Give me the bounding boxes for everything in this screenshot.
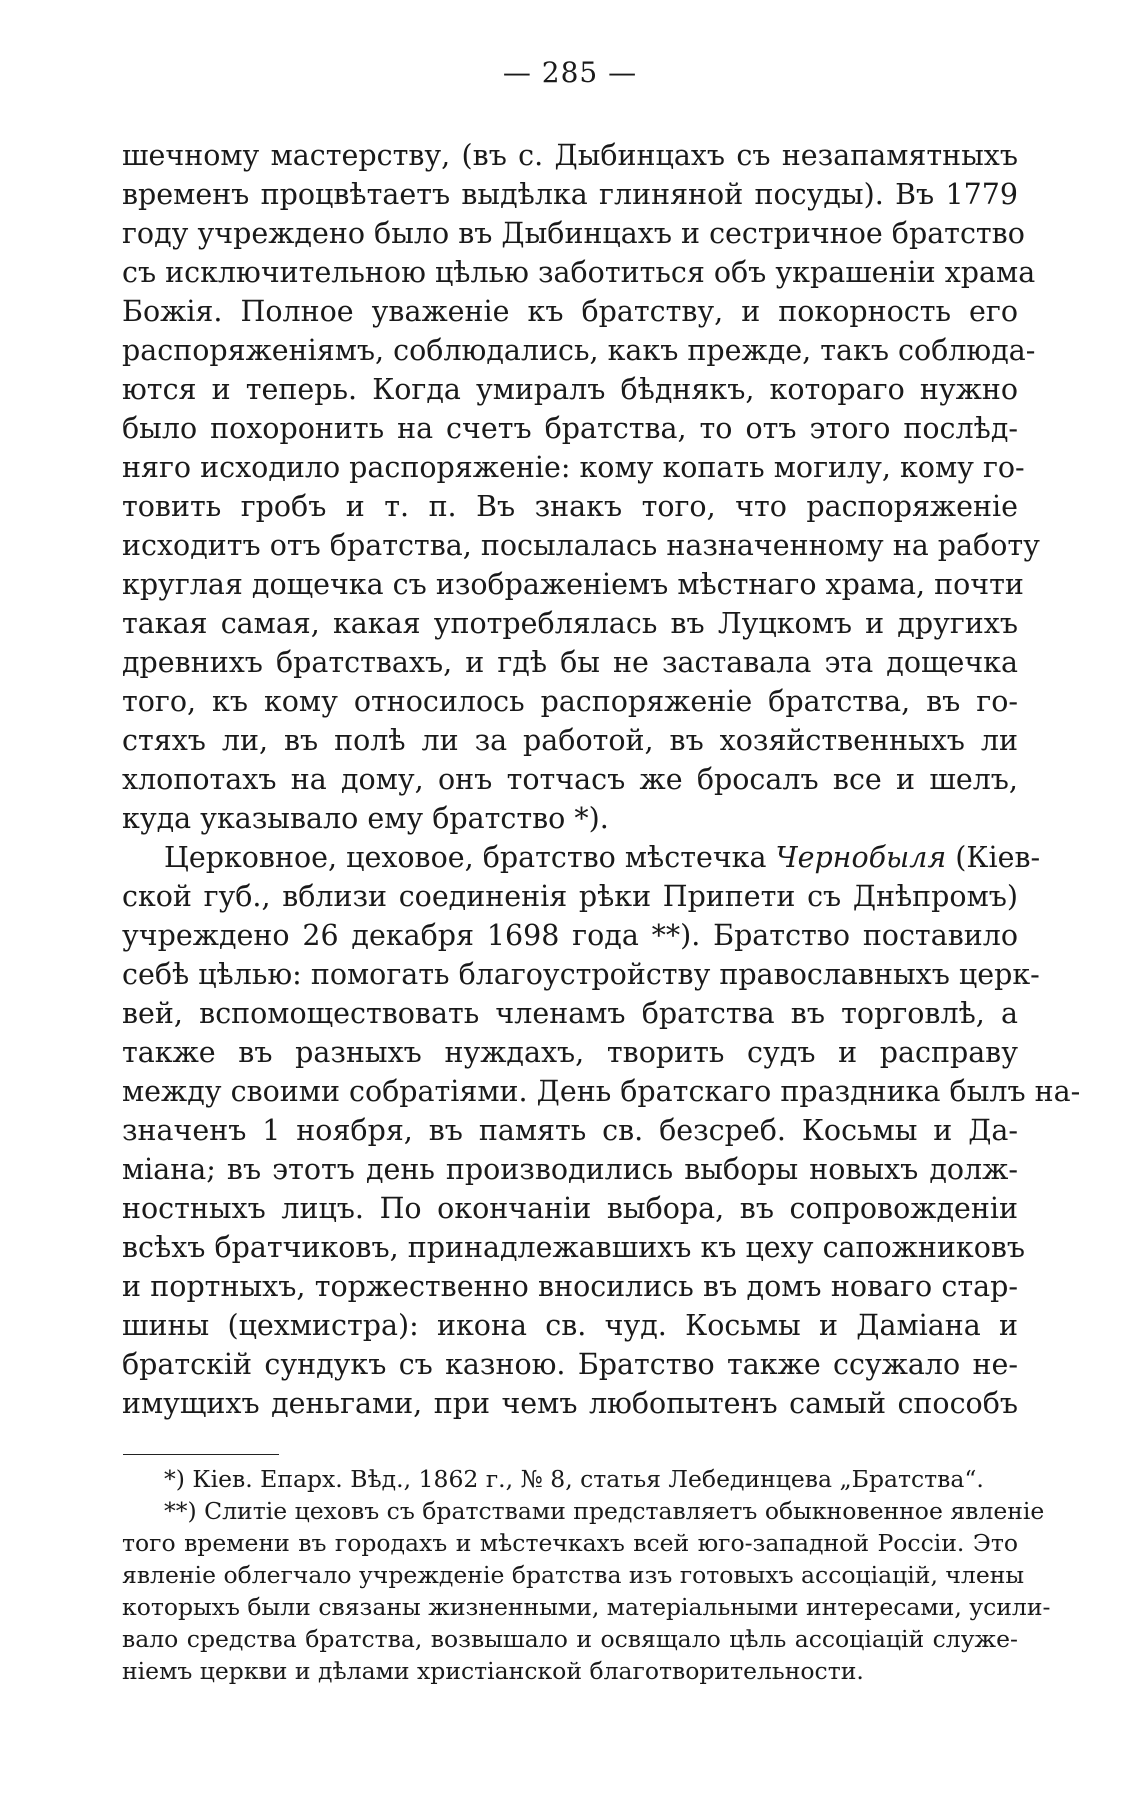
place-name-italic: Чернобыля xyxy=(775,841,947,874)
text-line: себѣ цѣлью: помогать благоустройству православныхъ церк- xyxy=(122,958,1040,991)
paragraph-first-line xyxy=(122,838,1041,877)
text-line: шины (цехмистра): икона св. чуд. Косьмы и Даміана и xyxy=(122,1309,1018,1342)
text-span: (Кіев- xyxy=(946,841,1041,874)
page-number: — 285 — xyxy=(502,56,638,89)
text-line: древнихъ братствахъ, и гдѣ бы не заставала эта дощечка xyxy=(122,646,1018,679)
text-line: между своими собратіями. День братскаго праздника былъ на- xyxy=(122,1075,1081,1108)
text-line: было похоронить на счетъ братства, то отъ этого послѣд- xyxy=(122,412,1018,445)
footnotes xyxy=(122,1463,1051,1687)
footnote-2-line: **) Слитіе цеховъ съ братствами представляетъ обыкновенное явленіе xyxy=(164,1497,1045,1525)
text-line: ской губ., вблизи соединенія рѣки Припети съ Днѣпромъ) xyxy=(122,880,1018,913)
text-line: распоряженіямъ, соблюдались, какъ прежде, такъ соблюда- xyxy=(122,334,1036,367)
text-line: и портныхъ, торжественно вносились въ домъ новаго стар- xyxy=(122,1270,1018,1303)
text-line: вей, вспомоществовать членамъ братства въ торговлѣ, а xyxy=(122,997,1018,1030)
text-line: исходитъ отъ братства, посылалась назначенному на работу xyxy=(122,529,1040,562)
main-text xyxy=(122,136,1081,1423)
text-line: учреждено 26 декабря 1698 года **). Братство поставило xyxy=(122,919,1018,952)
text-line: хлопотахъ на дому, онъ тотчасъ же бросалъ все и шелъ, xyxy=(122,763,1018,796)
footnote-divider xyxy=(123,1454,279,1455)
text-line: съ исключительною цѣлью заботиться объ украшеніи храма xyxy=(122,256,1036,289)
footnote-2-line: вало средства братства, возвышало и освящало цѣль ассоціацій служе- xyxy=(122,1625,1018,1653)
text-line: стяхъ ли, въ полѣ ли за работой, въ хозяйственныхъ ли xyxy=(122,724,1018,757)
text-line: того, къ кому относилось распоряженіе братства, въ го- xyxy=(122,685,1018,718)
footnote-2-line: которыхъ были связаны жизненными, матеріальными интересами, усили- xyxy=(122,1593,1051,1621)
text-line: ются и теперь. Когда умиралъ бѣднякъ, котораго нужно xyxy=(122,373,1018,406)
text-line: временъ процвѣтаетъ выдѣлка глиняной посуды). Въ 1779 xyxy=(122,178,1018,211)
footnote-2-line: того времени въ городахъ и мѣстечкахъ всей юго-западной Россіи. Это xyxy=(122,1529,1018,1557)
text-line: имущихъ деньгами, при чемъ любопытенъ самый способъ xyxy=(122,1387,1018,1420)
text-line: году учреждено было въ Дыбинцахъ и сестричное братство xyxy=(122,217,1025,250)
text-line: шечному мастерству, (въ с. Дыбинцахъ съ незапамятныхъ xyxy=(122,139,1018,172)
text-line: куда указывало ему братство *). xyxy=(122,802,609,835)
footnote-2-line: ніемъ церкви и дѣлами христіанской благотворительности. xyxy=(122,1657,864,1685)
footnote-2-line: явленіе облегчало учрежденіе братства изъ готовыхъ ассоціацій, члены xyxy=(122,1561,1025,1589)
text-line: всѣхъ братчиковъ, принадлежавшихъ къ цеху сапожниковъ xyxy=(122,1231,1026,1264)
text-line: товить гробъ и т. п. Въ знакъ того, что распоряженіе xyxy=(122,490,1018,523)
text-line: Божія. Полное уваженіе къ братству, и покорность его xyxy=(122,295,1018,328)
footnote-1: *) Кіев. Епарх. Вѣд., 1862 г., № 8, статья Лебединцева „Братства“. xyxy=(164,1465,984,1493)
text-line: братскій сундукъ съ казною. Братство также ссужало не- xyxy=(122,1348,1018,1381)
text-line: такая самая, какая употреблялась въ Луцкомъ и другихъ xyxy=(122,607,1018,640)
text-line: міана; въ этотъ день производились выборы новыхъ долж- xyxy=(122,1153,1018,1186)
text-line: няго исходило распоряженіе: кому копать могилу, кому го- xyxy=(122,451,1025,484)
text-line: также въ разныхъ нуждахъ, творить судъ и расправу xyxy=(122,1036,1018,1069)
text-line: круглая дощечка съ изображеніемъ мѣстнаго храма, почти xyxy=(122,568,1024,601)
text-span: Церковное, цеховое, братство мѣстечка xyxy=(164,841,776,874)
text-line: ностныхъ лицъ. По окончаніи выбора, въ сопровожденіи xyxy=(122,1192,1018,1225)
text-line: значенъ 1 ноября, въ память св. безсреб. Косьмы и Да- xyxy=(122,1114,1018,1147)
